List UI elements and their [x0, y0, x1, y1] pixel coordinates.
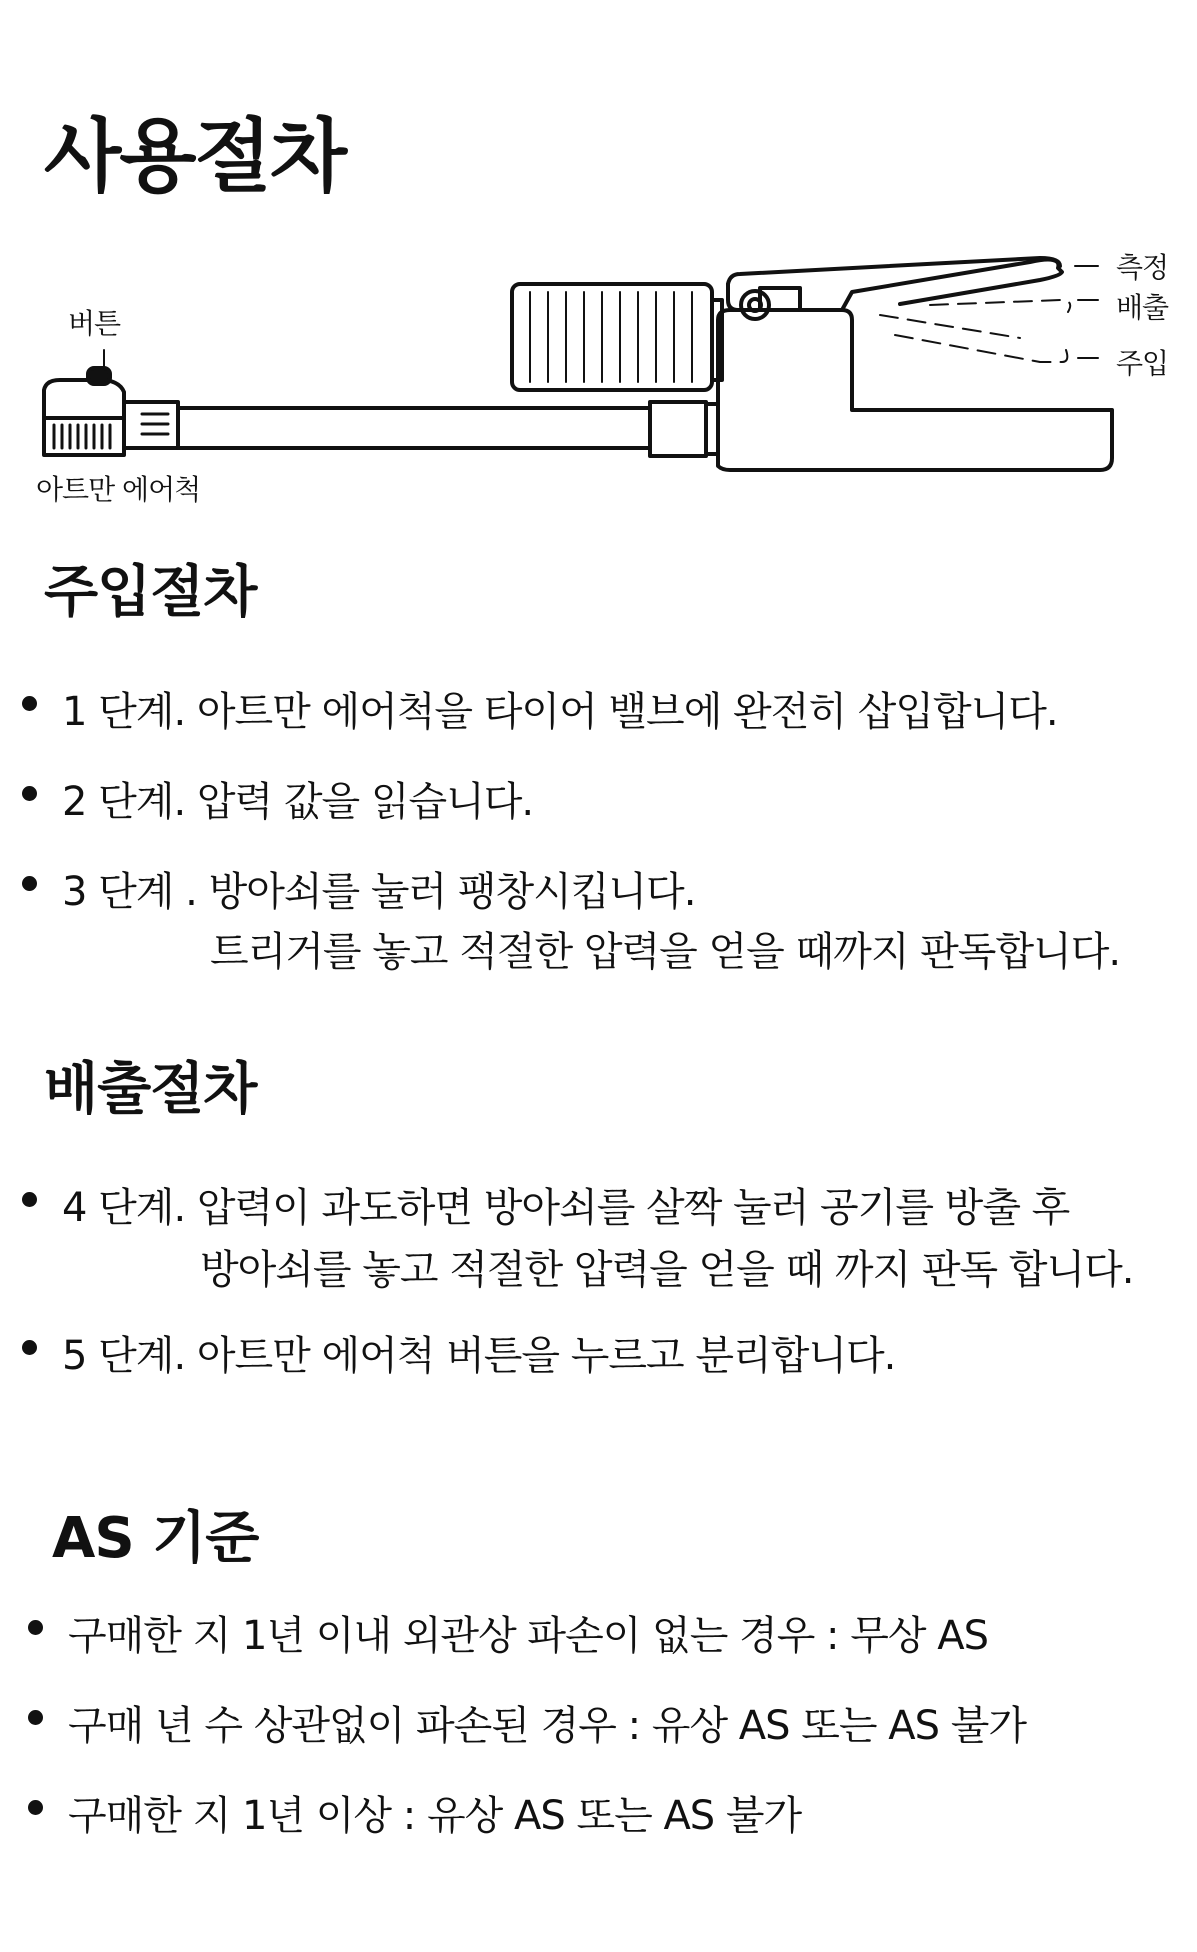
deflate-step-5: 5 단계. 아트만 에어척 버튼을 누르고 분리합니다. [62, 1333, 896, 1379]
hose-tube [178, 408, 650, 448]
bullet-icon [28, 1710, 43, 1725]
pressure-gauge [512, 284, 712, 390]
label-deflate: 배출 [1116, 291, 1169, 324]
label-measure: 측정 [1116, 251, 1169, 284]
tire-gauge-illustration [0, 0, 1197, 520]
deflate-heading: 배출절차 [44, 1057, 257, 1122]
bullet-icon [22, 786, 37, 801]
bullet-icon [22, 1340, 37, 1355]
bullet-icon [22, 876, 37, 891]
inflate-step-3-cont: 트리거를 놓고 적절한 압력을 얻을 때까지 판독합니다. [210, 929, 1121, 975]
inflate-step-3: 3 단계 . 방아쇠를 눌러 팽창시킵니다. [62, 869, 696, 915]
gauge-handle [718, 310, 1112, 470]
page-title: 사용절차 [44, 110, 346, 203]
bullet-icon [22, 1192, 37, 1207]
bullet-icon [22, 696, 37, 711]
deflate-step-4-cont: 방아쇠를 놓고 적절한 압력을 얻을 때 까지 판독 합니다. [200, 1247, 1134, 1293]
as-item-1: 구매한 지 1년 이내 외관상 파손이 없는 경우 : 무상 AS [68, 1613, 988, 1659]
label-air-chuck: 아트만 에어척 [36, 473, 201, 506]
inflate-step-1: 1 단계. 아트만 에어척을 타이어 밸브에 완전히 삽입합니다. [62, 689, 1058, 735]
deflate-step-4: 4 단계. 압력이 과도하면 방아쇠를 살짝 눌러 공기를 방출 후 [62, 1185, 1070, 1231]
label-button: 버튼 [68, 307, 121, 340]
as-item-2: 구매 년 수 상관없이 파손된 경우 : 유상 AS 또는 AS 불가 [68, 1703, 1027, 1749]
inflate-step-2: 2 단계. 압력 값을 읽습니다. [62, 779, 534, 825]
chuck-button [88, 368, 110, 384]
as-item-3: 구매한 지 1년 이상 : 유상 AS 또는 AS 불가 [68, 1793, 802, 1839]
label-inflate: 주입 [1116, 347, 1169, 380]
hex-nut [741, 291, 769, 319]
bullet-icon [28, 1800, 43, 1815]
inflate-heading: 주입절차 [44, 560, 257, 625]
as-heading: AS 기준 [52, 1506, 259, 1571]
bullet-icon [28, 1620, 43, 1635]
